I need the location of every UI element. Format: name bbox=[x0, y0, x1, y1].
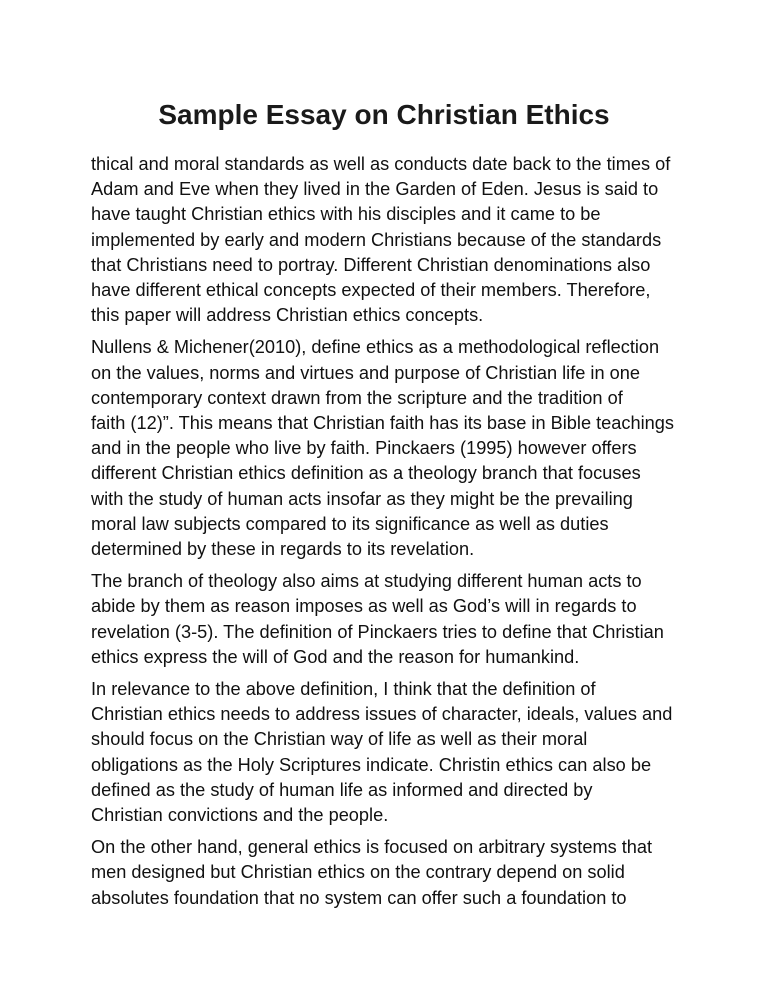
text-line: that Christians need to portray. Different Christian denominations also bbox=[91, 254, 651, 275]
text-line: and in the people who live by faith. Pinckaers (1995) however offers bbox=[91, 438, 637, 459]
text-line: implemented by early and modern Christians because of the standards bbox=[91, 229, 662, 250]
text-line: In relevance to the above definition, I think that the definition of bbox=[91, 679, 596, 700]
text-line: The branch of theology also aims at studying different human acts to bbox=[91, 571, 642, 592]
text-line: with the study of human acts insofar as they might be the prevailing bbox=[91, 488, 633, 509]
text-line: have taught Christian ethics with his disciples and it came to be bbox=[91, 204, 601, 225]
text-line: on the values, norms and virtues and purpose of Christian life in one bbox=[91, 362, 640, 383]
text-line: defined as the study of human life as informed and directed by bbox=[91, 779, 593, 800]
text-line: moral law subjects compared to its significance as well as duties bbox=[91, 513, 609, 534]
document-body bbox=[91, 152, 691, 918]
text-line: ethics express the will of God and the reason for humankind. bbox=[91, 646, 580, 667]
text-line: this paper will address Christian ethics concepts. bbox=[91, 305, 484, 326]
text-line: faith (12)”. This means that Christian faith has its base in Bible teachings bbox=[91, 413, 674, 434]
text-line: absolutes foundation that no system can offer such a foundation to bbox=[91, 887, 627, 908]
text-line: should focus on the Christian way of life as well as their moral bbox=[91, 729, 588, 750]
paragraph-theology bbox=[91, 569, 691, 670]
text-line: Nullens & Michener(2010), define ethics as a methodological reflection bbox=[91, 337, 660, 358]
text-line: Christian convictions and the people. bbox=[91, 805, 389, 826]
text-line: thical and moral standards as well as conducts date back to the times of bbox=[91, 154, 671, 174]
text-line: Christian ethics needs to address issues of character, ideals, values and bbox=[91, 704, 673, 725]
text-line: contemporary context drawn from the scripture and the tradition of bbox=[91, 387, 623, 408]
text-line: Adam and Eve when they lived in the Garden of Eden. Jesus is said to bbox=[91, 179, 659, 200]
paragraph-definition bbox=[91, 335, 691, 562]
text-line: abide by them as reason imposes as well as God’s will in regards to bbox=[91, 596, 637, 617]
document-title: Sample Essay on Christian Ethics bbox=[158, 99, 610, 130]
text-line: On the other hand, general ethics is focused on arbitrary systems that bbox=[91, 837, 653, 858]
paragraph-general-ethics bbox=[91, 835, 691, 911]
text-line: obligations as the Holy Scriptures indicate. Christin ethics can also be bbox=[91, 754, 652, 775]
text-line: men designed but Christian ethics on the contrary depend on solid bbox=[91, 862, 625, 883]
text-line: revelation (3-5). The definition of Pinckaers tries to define that Christian bbox=[91, 621, 664, 642]
text-line: determined by these in regards to its revelation. bbox=[91, 539, 475, 560]
text-line: have different ethical concepts expected of their members. Therefore, bbox=[91, 280, 651, 301]
paragraph-relevance bbox=[91, 677, 691, 828]
paragraph-intro bbox=[91, 152, 691, 328]
text-line: different Christian ethics definition as a theology branch that focuses bbox=[91, 463, 641, 484]
